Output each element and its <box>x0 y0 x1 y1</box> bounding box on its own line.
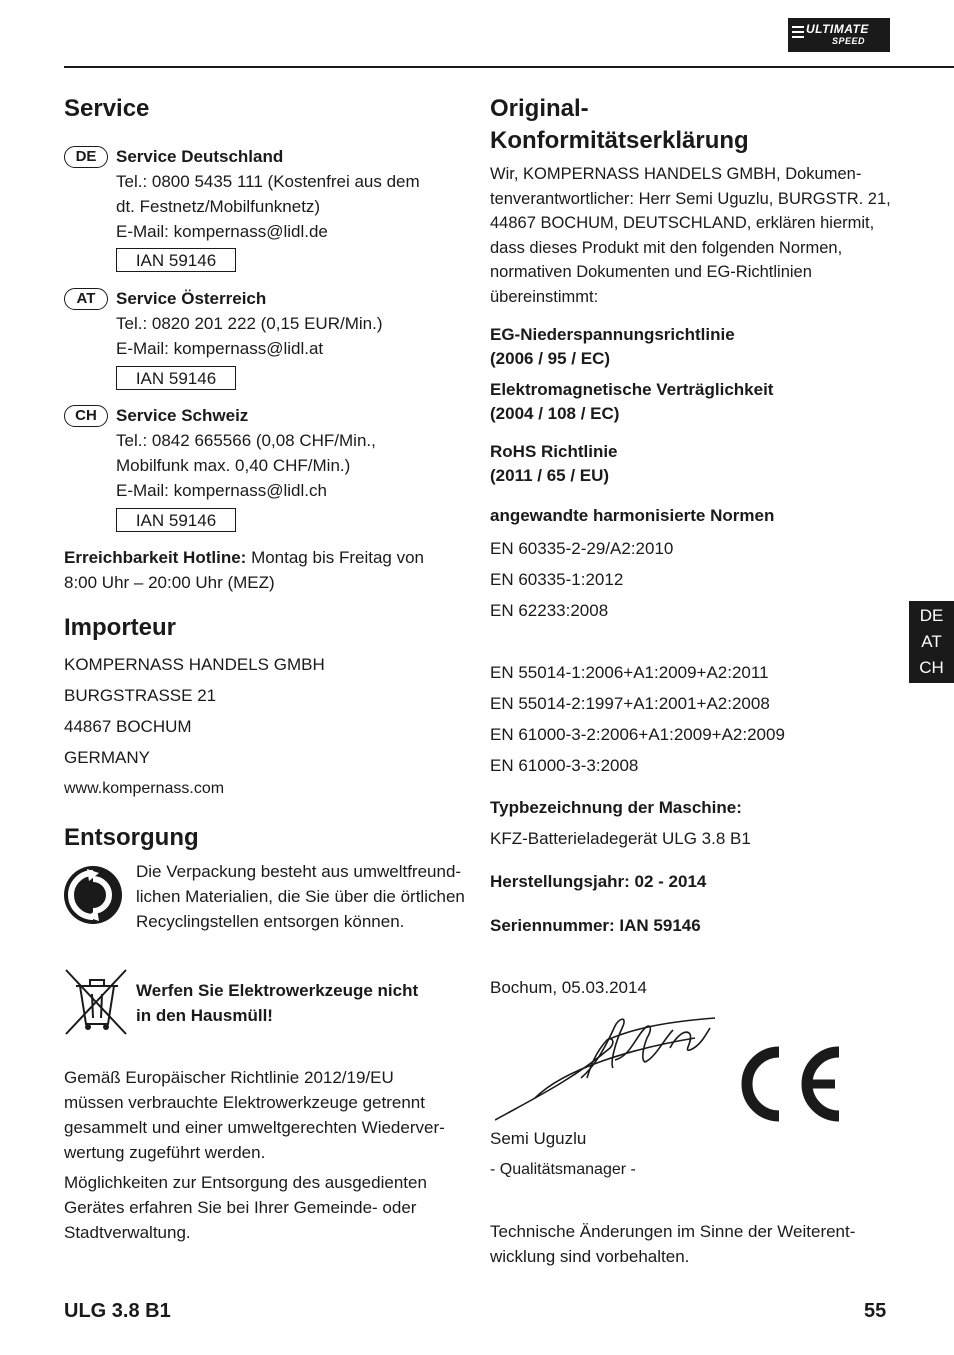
norms-list <box>490 533 673 626</box>
service-at-email: E-Mail: kompernass@lidl.at <box>116 339 324 358</box>
service-de-tel2: dt. Festnetz/Mobilfunknetz) <box>116 197 321 216</box>
packaging-line: Die Verpackung besteht aus umweltfreund- <box>136 862 462 881</box>
norms-label: angewandte harmonisierte Normen <box>490 506 775 525</box>
importer-website: www.kompernass.com <box>64 780 225 797</box>
directive-emc <box>490 378 773 426</box>
directive-name: Elektromagnetische Verträglichkeit <box>490 380 774 399</box>
options-line: Möglichkeiten zur Entsorgung des ausgedienten <box>64 1173 427 1192</box>
directive-name: RoHS Richtlinie <box>490 442 618 461</box>
norms-list-2 <box>490 657 785 781</box>
service-ch-tel2: Mobilfunk max. 0,40 CHF/Min.) <box>116 456 351 475</box>
hotline-block <box>64 545 464 595</box>
intro-line: 44867 BOCHUM, DEUTSCHLAND, erklären hiermit, <box>490 214 875 233</box>
norm-item: EN 61000-3-3:2008 <box>490 756 639 775</box>
language-tab-ch: CH <box>919 658 944 677</box>
badge-at: AT <box>64 288 108 310</box>
hotline-text2: 8:00 Uhr – 20:00 Uhr (MEZ) <box>64 573 275 592</box>
ian-box-de: IAN 59146 <box>116 248 236 272</box>
logo-line2: SPEED <box>832 36 866 46</box>
signer-role: - Qualitätsmanager - <box>490 1161 636 1178</box>
options-line: Stadtverwaltung. <box>64 1223 191 1242</box>
directive-line: wertung zugeführt werden. <box>64 1143 266 1162</box>
crossed-bin-weee-icon <box>64 968 128 1036</box>
service-de-tel: Tel.: 0800 5435 111 (Kostenfrei aus dem <box>116 172 420 191</box>
directive-line: Gemäß Europäischer Richtlinie 2012/19/EU <box>64 1068 394 1087</box>
directive-line: müssen verbrauchte Elektrowerkzeuge getrennt <box>64 1093 425 1112</box>
conformity-intro <box>490 162 900 310</box>
service-at-title: Service Österreich <box>116 289 267 308</box>
intro-line: übereinstimmt: <box>490 287 599 306</box>
packaging-line: Recyclingstellen entsorgen können. <box>136 912 405 931</box>
importer-line: BURGSTRASSE 21 <box>64 686 217 705</box>
language-tab-at: AT <box>921 632 942 651</box>
signer-name: Semi Uguzlu <box>490 1129 587 1148</box>
language-tab-de: DE <box>919 606 944 625</box>
norm-item: EN 55014-1:2006+A1:2009+A2:2011 <box>490 663 769 682</box>
page-number: 55 <box>864 1300 887 1322</box>
norm-item: EN 62233:2008 <box>490 601 609 620</box>
service-ch-email: E-Mail: kompernass@lidl.ch <box>116 481 327 500</box>
technical-note <box>490 1219 900 1269</box>
header-rule <box>64 66 954 68</box>
intro-line: tenverantwortlicher: Herr Semi Uguzlu, BURGSTR. 21, <box>490 189 891 208</box>
weee-warning <box>136 978 466 1028</box>
hotline-text1: Montag bis Freitag von <box>251 548 424 567</box>
badge-de: DE <box>64 146 108 168</box>
green-dot-recycling-icon <box>63 865 123 925</box>
place-date: Bochum, 05.03.2014 <box>490 978 647 997</box>
weee-warning-line: in den Hausmüll! <box>136 1006 273 1025</box>
directive-code: (2011 / 65 / EU) <box>490 466 610 485</box>
directive-rohs <box>490 440 618 488</box>
norm-item: EN 55014-2:1997+A1:2001+A2:2008 <box>490 694 770 713</box>
norm-item: EN 61000-3-2:2006+A1:2009+A2:2009 <box>490 725 785 744</box>
options-line: Gerätes erfahren Sie bei Ihrer Gemeinde- oder <box>64 1198 417 1217</box>
language-tab <box>909 601 954 683</box>
norm-item: EN 60335-1:2012 <box>490 570 624 589</box>
directive-text <box>64 1065 464 1165</box>
badge-ch: CH <box>64 405 108 427</box>
importer-line: 44867 BOCHUM <box>64 717 192 736</box>
serial-number: Seriennummer: IAN 59146 <box>490 916 701 935</box>
service-de-email: E-Mail: kompernass@lidl.de <box>116 222 328 241</box>
conformity-heading-line1: Original- <box>490 95 589 122</box>
importer-address <box>64 649 464 804</box>
norm-item: EN 60335-2-29/A2:2010 <box>490 539 674 558</box>
importer-line: GERMANY <box>64 748 150 767</box>
conformity-heading <box>490 93 749 157</box>
importer-line: KOMPERNASS HANDELS GMBH <box>64 655 325 674</box>
directive-line: gesammelt und einer umweltgerechten Wiederver- <box>64 1118 445 1137</box>
manufacture-year: Herstellungsjahr: 02 - 2014 <box>490 872 707 891</box>
service-de-title: Service Deutschland <box>116 147 284 166</box>
directive-low-voltage <box>490 323 735 371</box>
footer-model: ULG 3.8 B1 <box>64 1300 171 1322</box>
disposal-options-text <box>64 1170 464 1245</box>
conformity-heading-line2: Konformitätserklärung <box>490 127 749 154</box>
service-ch-block <box>116 403 466 503</box>
signature-image <box>495 1008 720 1123</box>
ian-box-ch: IAN 59146 <box>116 508 236 532</box>
note-line: wicklung sind vorbehalten. <box>490 1247 690 1266</box>
brand-logo <box>788 18 890 52</box>
service-at-block <box>116 286 466 361</box>
importer-heading: Importeur <box>64 614 177 641</box>
intro-line: normativen Dokumenten und EG-Richtlinien <box>490 263 812 282</box>
service-heading: Service <box>64 95 150 122</box>
service-de-block <box>116 144 466 244</box>
directive-name: EG-Niederspannungsrichtlinie <box>490 325 735 344</box>
packaging-text <box>136 859 466 934</box>
logo-stripes <box>792 26 804 41</box>
hotline-label: Erreichbarkeit Hotline: <box>64 548 247 567</box>
directive-code: (2004 / 108 / EC) <box>490 404 620 423</box>
type-value: KFZ-Batterieladegerät ULG 3.8 B1 <box>490 829 751 848</box>
type-label: Typbezeichnung der Maschine: <box>490 798 742 817</box>
intro-line: dass dieses Produkt mit den folgenden Normen, <box>490 238 843 257</box>
intro-line: Wir, KOMPERNASS HANDELS GMBH, Dokumen- <box>490 165 862 183</box>
service-at-tel: Tel.: 0820 201 222 (0,15 EUR/Min.) <box>116 314 383 333</box>
ce-mark-icon <box>735 1046 843 1122</box>
packaging-line: lichen Materialien, die Sie über die örtlichen <box>136 887 465 906</box>
note-line: Technische Änderungen im Sinne der Weiterent- <box>490 1222 856 1241</box>
logo-line1: ULTIMATE <box>806 22 869 36</box>
weee-warning-line: Werfen Sie Elektrowerkzeuge nicht <box>136 981 419 1000</box>
directive-code: (2006 / 95 / EC) <box>490 349 611 368</box>
service-ch-title: Service Schweiz <box>116 406 249 425</box>
service-ch-tel: Tel.: 0842 665566 (0,08 CHF/Min., <box>116 431 376 450</box>
disposal-heading: Entsorgung <box>64 824 199 851</box>
ian-box-at: IAN 59146 <box>116 366 236 390</box>
